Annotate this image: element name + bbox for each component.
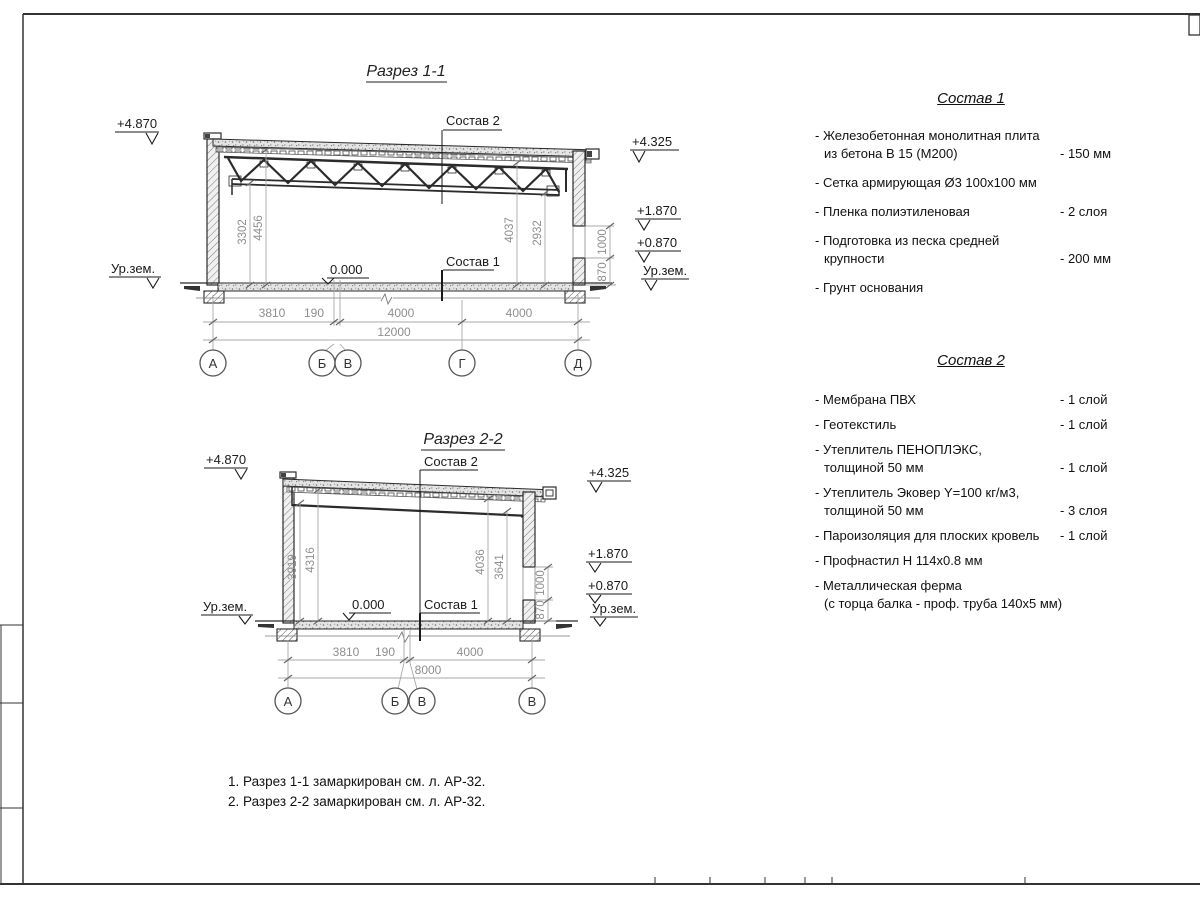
left-wall bbox=[207, 139, 219, 285]
vdim-3641: 3641 bbox=[494, 554, 506, 580]
ground-right-2: Ур.зем. bbox=[592, 601, 637, 616]
item-value: - 200 мм bbox=[1060, 251, 1112, 266]
item-value: - 1 слой bbox=[1060, 460, 1108, 475]
list-item bbox=[815, 391, 1127, 409]
axis-a-2: А bbox=[283, 694, 293, 709]
item-text: - Подготовка из песка средней bbox=[815, 233, 1000, 248]
list-item bbox=[815, 552, 1127, 570]
item-text-2: крупности bbox=[824, 251, 885, 266]
item-value: - 2 слоя bbox=[1060, 204, 1108, 219]
wdim-870-2: 870 bbox=[535, 600, 547, 620]
item-text: - Сетка армирующая Ø3 100х100 мм bbox=[815, 175, 1037, 190]
elev-left-top-2: +4.870 bbox=[206, 452, 247, 467]
axis-v: В bbox=[343, 356, 353, 371]
foundation-left bbox=[204, 291, 224, 303]
item-text: - Мембрана ПВХ bbox=[815, 392, 916, 407]
item-value: - 1 слой bbox=[1060, 392, 1108, 407]
list-item bbox=[815, 416, 1127, 434]
item-text-2: из бетона В 15 (М200) bbox=[824, 146, 958, 161]
zero-level: 0.000 bbox=[330, 262, 363, 277]
vdim-3302: 3302 bbox=[237, 219, 249, 245]
item-value: - 1 слой bbox=[1060, 528, 1108, 543]
list-item bbox=[815, 127, 1127, 163]
section-1-1-title: Разрез 1-1 bbox=[366, 63, 446, 80]
item-value: - 150 мм bbox=[1060, 146, 1112, 161]
elev-right-low: +0.870 bbox=[637, 235, 678, 250]
right-wall-upper bbox=[573, 151, 585, 226]
elev-right-top: +4.325 bbox=[632, 134, 673, 149]
notes bbox=[228, 772, 485, 812]
item-text: - Геотекстиль bbox=[815, 417, 897, 432]
axis-a: А bbox=[208, 356, 218, 371]
wdim-1000-2: 1000 bbox=[535, 570, 547, 596]
ground-left-2: Ур.зем. bbox=[203, 599, 248, 614]
wdim-870: 870 bbox=[597, 262, 609, 282]
zero-level-2: 0.000 bbox=[352, 597, 385, 612]
section-2-2-title: Разрез 2-2 bbox=[423, 431, 503, 448]
sostav1-title: Состав 1 bbox=[937, 90, 1005, 107]
axis-d: Д bbox=[573, 356, 583, 371]
dim-3810-2: 3810 bbox=[332, 645, 360, 659]
vdim-2932: 2932 bbox=[532, 220, 544, 246]
ground-right: Ур.зем. bbox=[643, 263, 688, 278]
item-text: - Пленка полиэтиленовая bbox=[815, 204, 970, 219]
vdim-3919: 3919 bbox=[287, 554, 299, 580]
elev-right-mid-2: +1.870 bbox=[588, 546, 629, 561]
item-text-2: толщиной 50 мм bbox=[824, 460, 924, 475]
roof-right-cap-2 bbox=[543, 487, 556, 499]
dim-4000-b: 4000 bbox=[505, 306, 533, 320]
list-item bbox=[815, 232, 1127, 268]
elev-right-top-2: +4.325 bbox=[589, 465, 630, 480]
item-text: - Железобетонная монолитная плита bbox=[815, 128, 1040, 143]
item-text: - Утеплитель Эковер Y=100 кг/м3, bbox=[815, 485, 1020, 500]
item-text: - Металлическая ферма bbox=[815, 578, 962, 593]
list-item bbox=[815, 441, 1127, 477]
note-1: 1. Разрез 1-1 замаркирован см. л. АР-32. bbox=[228, 774, 486, 789]
axis-g: Г bbox=[458, 356, 466, 371]
note-2: 2. Разрез 2-2 замаркирован см. л. АР-32. bbox=[228, 794, 486, 809]
dim-3810: 3810 bbox=[258, 306, 286, 320]
item-text: - Грунт основания bbox=[815, 280, 924, 295]
right-wall-lower-2 bbox=[523, 600, 535, 623]
list-item bbox=[815, 174, 1127, 192]
right-wall-lower bbox=[573, 258, 585, 285]
sostav2-callout-2: Состав 2 bbox=[424, 454, 478, 469]
elev-right-low-2: +0.870 bbox=[588, 578, 629, 593]
dim-12000: 12000 bbox=[377, 325, 411, 339]
list-item bbox=[815, 577, 1127, 613]
axis-b: Б bbox=[317, 356, 327, 371]
vdim-4037: 4037 bbox=[504, 217, 516, 243]
list-item bbox=[815, 279, 1127, 297]
dim-8000: 8000 bbox=[414, 663, 442, 677]
axis-b-2: Б bbox=[390, 694, 400, 709]
right-wall-upper-2 bbox=[523, 492, 535, 567]
floor-slab bbox=[218, 283, 573, 291]
sostav2-callout: Состав 2 bbox=[446, 113, 500, 128]
item-text-2: толщиной 50 мм bbox=[824, 503, 924, 518]
sostav2-list bbox=[815, 352, 1127, 620]
vdim-4036: 4036 bbox=[475, 549, 487, 575]
list-item bbox=[815, 203, 1127, 221]
elev-left-top: +4.870 bbox=[117, 116, 158, 131]
item-value: - 1 слой bbox=[1060, 417, 1108, 432]
vdim-4316: 4316 bbox=[305, 547, 317, 573]
item-text-2: (с торца балка - проф. труба 140х5 мм) bbox=[824, 596, 1063, 611]
list-item bbox=[815, 527, 1127, 545]
foundation-right-2 bbox=[520, 629, 540, 641]
dim-4000-a: 4000 bbox=[387, 306, 415, 320]
item-text: - Профнастил Н 114х0.8 мм bbox=[815, 553, 983, 568]
foundation-left-2 bbox=[277, 629, 297, 641]
wdim-1000: 1000 bbox=[597, 229, 609, 255]
sostav1-callout: Состав 1 bbox=[446, 254, 500, 269]
axis-v1-2: В bbox=[417, 694, 427, 709]
dim-190: 190 bbox=[303, 306, 325, 320]
list-item bbox=[815, 484, 1127, 520]
item-text: - Пароизоляция для плоских кровель bbox=[815, 528, 1040, 543]
item-text: - Утеплитель ПЕНОПЛЭКС, bbox=[815, 442, 982, 457]
vdim-4456: 4456 bbox=[253, 215, 265, 241]
elev-right-mid: +1.870 bbox=[637, 203, 678, 218]
foundation-right bbox=[565, 291, 585, 303]
sostav1-callout-2: Состав 1 bbox=[424, 597, 478, 612]
item-value: - 3 слоя bbox=[1060, 503, 1108, 518]
ground-left: Ур.зем. bbox=[111, 261, 156, 276]
dim-4000-2: 4000 bbox=[456, 645, 484, 659]
dim-190-2: 190 bbox=[374, 645, 396, 659]
sostav1-list bbox=[815, 90, 1127, 308]
axis-v2-2: В bbox=[527, 694, 537, 709]
sostav2-title: Состав 2 bbox=[937, 352, 1005, 369]
floor-slab-2 bbox=[294, 621, 523, 629]
